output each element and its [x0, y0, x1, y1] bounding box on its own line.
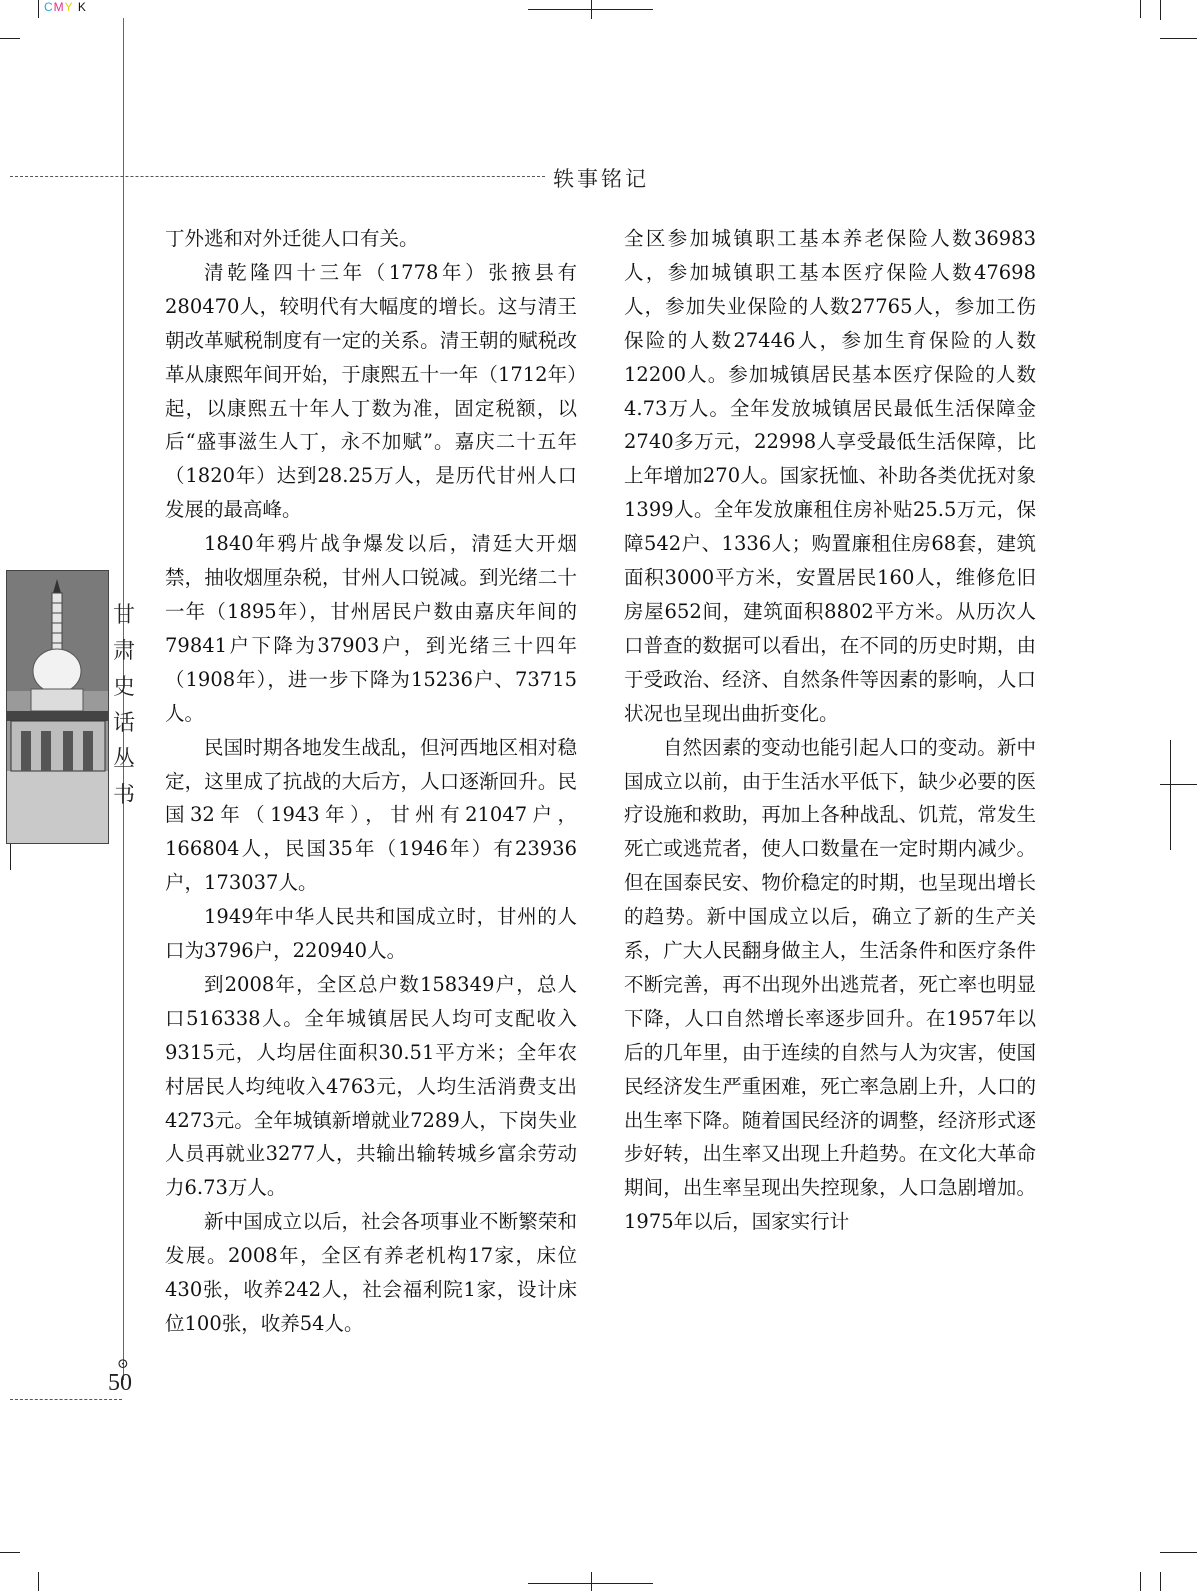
paragraph: 民国时期各地发生战乱，但河西地区相对稳定，这里成了抗战的大后方，人口逐渐回升。民国32年（1943年），甘州有21047户，166804人，民国35年（1946年）有23936户，173037人。	[165, 735, 577, 895]
paragraph: 新中国成立以后，社会各项事业不断繁荣和发展。2008年，全区有养老机构17家，床位430张，收养242人，社会福利院1家，设计床位100张，收养54人。	[165, 1210, 577, 1335]
left-text-column	[165, 222, 577, 1341]
paragraph: 1949年中华人民共和国成立时，甘州的人口为3796户，220940人。	[165, 905, 577, 963]
page-number: 50	[108, 1370, 132, 1396]
paragraph: 清乾隆四十三年（1778年）张掖县有280470人，较明代有大幅度的增长。这与清王朝改革赋税制度有一定的关系。清王朝的赋税改革从康熙年间开始，于康熙五十一年（1712年）起，以康熙五十年人丁数为准，固定税额，以后“盛事滋生人丁，永不加赋”。嘉庆二十五年（1820年）达到28.25万人，是历代甘州人口发展的最高峰。	[165, 260, 577, 522]
cmyk-color-bar: CMY K	[44, 0, 87, 14]
paragraph: 到2008年，全区总户数158349户，总人口516338人。全年城镇居民人均可支配收入9315元，人均居住面积30.51平方米；全年农村居民人均纯收入4763元，人均生活消费支出4273元。全年城镇新增就业7289人，下岗失业人员再就业3277人，共输出输转城乡富余劳动力6.73万人。	[165, 972, 577, 1200]
footer-rule	[10, 1399, 122, 1400]
series-title: 甘肃史话丛书	[112, 603, 135, 808]
paragraph: 自然因素的变动也能引起人口的变动。新中国成立以前，由于生活水平低下，缺少必要的医疗设施和救助，再加上各种战乱、饥荒，常发生死亡或逃荒者，使人口数量在一定时期内减少。但在国泰民安、物价稳定的时期，也呈现出增长的趋势。新中国成立以后，确立了新的生产关系，广大人民翻身做主人，生活条件和医疗条件不断完善，再不出现外出逃荒者，死亡率也明显下降，人口自然增长率逐步回升。在1957年以后的几年里，由于连续的自然与人为灾害，使国民经济发生严重困难，死亡率急剧上升，人口的出生率下降。随着国民经济的调整，经济形式逐步好转，出生率又出现上升趋势。在文化大革命期间，出生率呈现出失控现象，人口急剧增加。1975年以后，国家实行计	[624, 735, 1036, 1234]
paragraph: 丁外逃和对外迁徙人口有关。	[165, 227, 419, 250]
pagoda-illustration	[7, 571, 108, 843]
paragraph: 全区参加城镇职工基本养老保险人数36983人，参加城镇职工基本医疗保险人数47698人，参加失业保险的人数27765人，参加工伤保险的人数27446人，参加生育保险的人数12200人。参加城镇居民基本医疗保险的人数4.73万人。全年发放城镇居民最低生活保障金2740多万元，22998人享受最低生活保障，比上年增加270人。国家抚恤、补助各类优抚对象1399人。全年发放廉租住房补贴25.5万元，保障542户、1336人；购置廉租住房68套，建筑面积3000平方米，安置居民160人，维修危旧房屋652间，建筑面积8802平方米。从历次人口普查的数据可以看出，在不同的历史时期，由于受政治、经济、自然条件等因素的影响，人口状况也呈现出曲折变化。	[624, 227, 1036, 725]
series-photo	[6, 570, 109, 844]
page-marker-icon: ⊙	[117, 1356, 129, 1372]
right-text-column	[624, 222, 1036, 1239]
running-title: 轶事铭记	[553, 167, 649, 191]
paragraph: 1840年鸦片战争爆发以后，清廷大开烟禁，抽收烟厘杂税，甘州人口锐减。到光绪二十一年（1895年），甘州居民户数由嘉庆年间的79841户下降为37903户，到光绪三十四年（1908年），进一步下降为15236户、73715人。	[165, 532, 577, 725]
header-rule	[10, 176, 545, 177]
